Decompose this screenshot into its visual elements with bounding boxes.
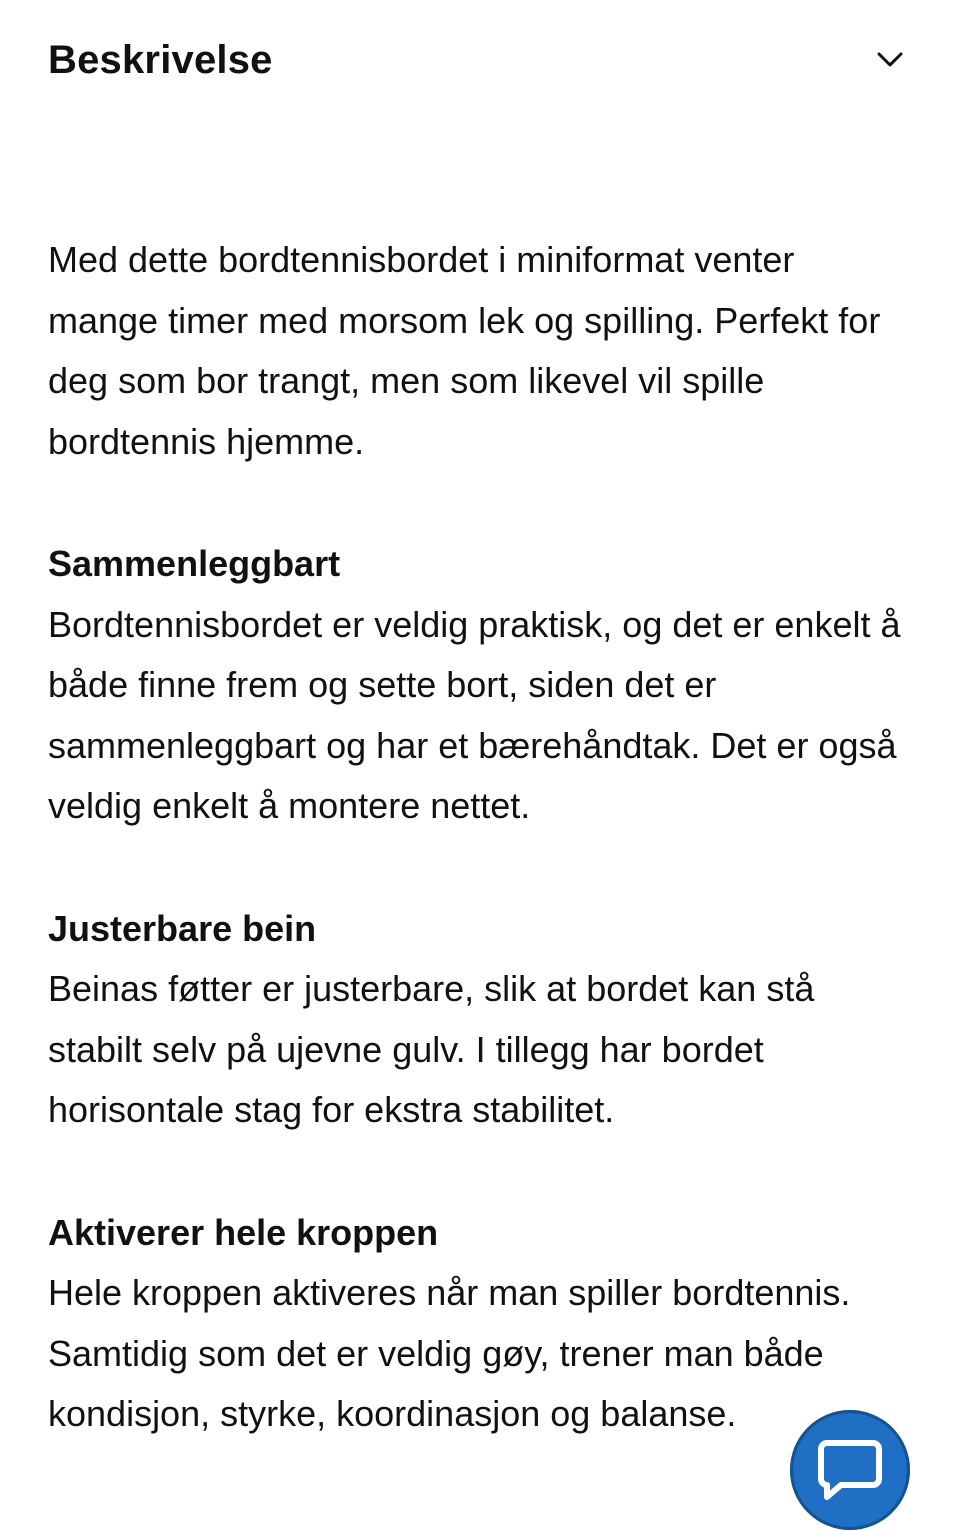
section-title: Beskrivelse (48, 37, 273, 82)
section-paragraph: Bordtennisbordet er veldig praktisk, og det er enkelt å både finne frem og sette bort, siden det er sammenleggbart og har et bærehåndtak. Det er også veldig enkelt å montere nettet. (48, 603, 901, 826)
section-paragraph: Hele kroppen aktiveres når man spiller bordtennis. Samtidig som det er veldig gøy, trener man både kondisjon, styrke, koordinasjon og balanse. (48, 1272, 851, 1434)
section-heading: Aktiverer hele kroppen (48, 1211, 439, 1253)
section-paragraph: Beinas føtter er justerbare, slik at bordet kan stå stabilt selv på ujevne gulv. I tillegg har bordet horisontale stag for ekstra stabilitet. (48, 968, 815, 1130)
section-heading: Sammenleggbart (48, 543, 341, 584)
chevron-down-icon[interactable] (874, 44, 906, 76)
chat-button[interactable] (790, 1410, 910, 1530)
description-accordion-header[interactable] (48, 30, 912, 90)
section-heading: Justerbare bein (48, 907, 317, 949)
description-content (48, 230, 908, 1445)
section-foldable (48, 534, 908, 837)
chat-bubble-icon (815, 1435, 885, 1505)
intro-paragraph: Med dette bordtennisbordet i miniformat venter mange timer med morsom lek og spilling. Perfekt for deg som bor trangt, men som likevel vil spille bordtennis hjemme. (48, 239, 881, 462)
section-full-body (48, 1203, 908, 1445)
section-adjustable-legs (48, 899, 908, 1141)
